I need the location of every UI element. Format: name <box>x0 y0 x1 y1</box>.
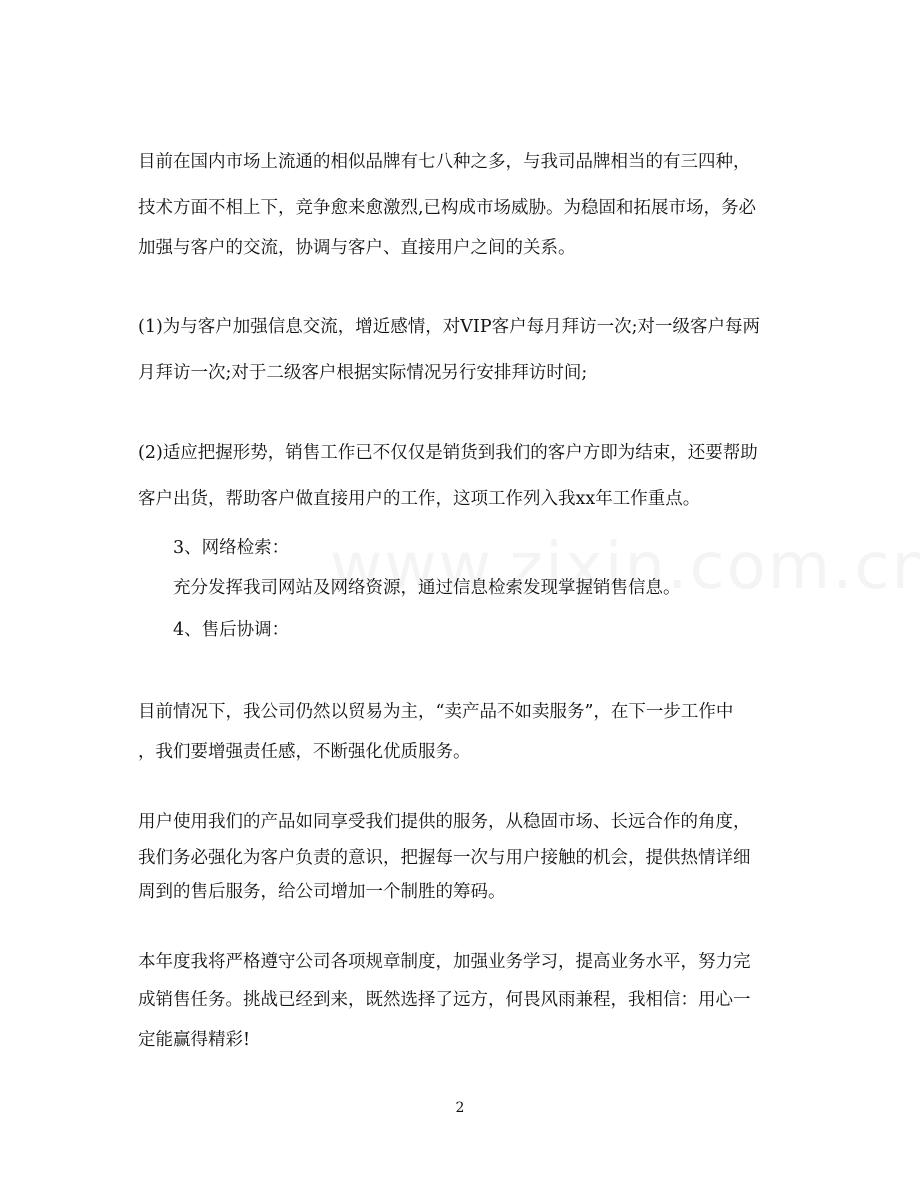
indented-line: 充分发挥我司网站及网络资源，通过信息检索发现掌握销售信息。 <box>173 578 681 598</box>
paragraph-6-line-2: 成销售任务。挑战已经到来，既然选择了远方，何畏风雨兼程，我相信：用心一 <box>138 990 751 1010</box>
paragraph-5-line-3: 周到的售后服务，给公司增加一个制胜的筹码。 <box>138 882 506 902</box>
paragraph-3-line-2: 客户出货，帮助客户做直接用户的工作，这项工作列入我xx年工作重点。 <box>138 489 701 509</box>
page-number: 2 <box>455 1100 465 1116</box>
section-heading-network-search: 3、网络检索： <box>173 538 290 558</box>
paragraph-1-line-1: 目前在国内市场上流通的相似品牌有七八种之多，与我司品牌相当的有三四种， <box>138 152 751 172</box>
paragraph-1-line-3: 加强与客户的交流，协调与客户、直接用户之间的关系。 <box>138 238 576 258</box>
section-heading-after-sales: 4、售后协调： <box>173 620 290 640</box>
paragraph-5-line-1: 用户使用我们的产品如同享受我们提供的服务，从稳固市场、长远合作的角度， <box>138 812 751 832</box>
paragraph-6-line-1: 本年度我将严格遵守公司各项规章制度，加强业务学习，提高业务水平，努力完 <box>138 952 751 972</box>
paragraph-3-line-1: (2)适应把握形势，销售工作已不仅仅是销货到我们的客户方即为结束，还要帮助 <box>138 443 758 463</box>
paragraph-4-line-2: ，我们要增强责任感，不断强化优质服务。 <box>138 742 471 762</box>
paragraph-2-line-2: 月拜访一次;对于二级客户根据实际情况另行安排拜访时间; <box>138 363 588 383</box>
paragraph-2-line-1: (1)为与客户加强信息交流，增近感情，对VIP客户每月拜访一次;对一级客户每两 <box>138 317 761 337</box>
paragraph-5-line-2: 我们务必强化为客户负责的意识，把握每一次与用户接触的机会，提供热情详细 <box>138 848 751 868</box>
paragraph-6-line-3: 定能赢得精彩! <box>138 1030 251 1050</box>
paragraph-1-line-2: 技术方面不相上下，竞争愈来愈激烈,已构成市场威胁。为稳固和拓展市场，务必 <box>138 198 757 218</box>
paragraph-4-line-1: 目前情况下，我公司仍然以贸易为主，“卖产品不如卖服务”，在下一步工作中 <box>138 702 734 722</box>
